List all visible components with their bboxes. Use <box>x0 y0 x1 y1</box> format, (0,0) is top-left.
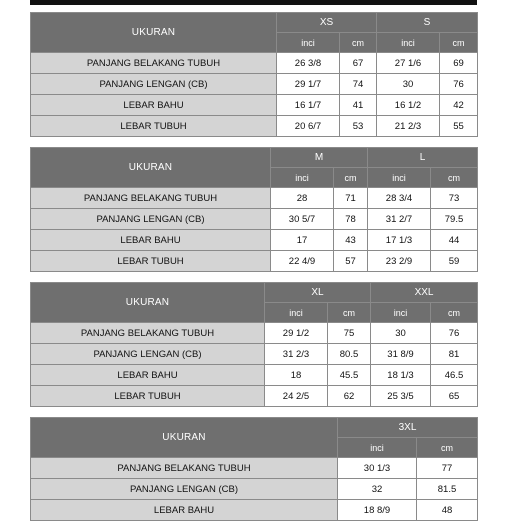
size-table-m-l <box>30 147 478 272</box>
value-cell: 16 1/2 <box>377 95 440 116</box>
value-cell: 17 <box>271 230 334 251</box>
value-cell: 31 2/3 <box>265 344 328 365</box>
table-row <box>31 479 478 500</box>
row-label-panjang-lengan: PANJANG LENGAN (CB) <box>31 209 271 230</box>
header-ukuran: UKURAN <box>31 13 277 53</box>
table-row <box>31 74 478 95</box>
unit-inci: inci <box>368 168 431 188</box>
table-row <box>31 95 478 116</box>
value-cell: 23 2/9 <box>368 251 431 272</box>
table-row <box>31 500 478 521</box>
row-label-lebar-bahu: LEBAR BAHU <box>31 95 277 116</box>
row-label-panjang-belakang-tubuh: PANJANG BELAKANG TUBUH <box>31 53 277 74</box>
value-cell: 57 <box>334 251 368 272</box>
value-cell: 78 <box>334 209 368 230</box>
unit-cm: cm <box>328 303 371 323</box>
unit-cm: cm <box>431 168 478 188</box>
value-cell: 75 <box>328 323 371 344</box>
value-cell: 69 <box>440 53 478 74</box>
unit-cm: cm <box>417 438 478 458</box>
size-header-l: L <box>368 148 478 168</box>
value-cell: 59 <box>431 251 478 272</box>
value-cell: 43 <box>334 230 368 251</box>
row-label-lebar-tubuh: LEBAR TUBUH <box>31 116 277 137</box>
value-cell: 81 <box>431 344 478 365</box>
value-cell: 20 6/7 <box>277 116 340 137</box>
value-cell: 41 <box>340 95 377 116</box>
size-table-3xl <box>30 417 478 521</box>
value-cell: 73 <box>431 188 478 209</box>
unit-inci: inci <box>277 33 340 53</box>
unit-cm: cm <box>334 168 368 188</box>
value-cell: 48 <box>417 500 478 521</box>
value-cell: 46.5 <box>431 365 478 386</box>
header-ukuran: UKURAN <box>31 148 271 188</box>
size-header-xs: XS <box>277 13 377 33</box>
table-row <box>31 386 478 407</box>
size-header-s: S <box>377 13 478 33</box>
value-cell: 18 8/9 <box>338 500 417 521</box>
table-row <box>31 344 478 365</box>
size-table-xs-s <box>30 12 478 137</box>
value-cell: 32 <box>338 479 417 500</box>
size-header-3xl: 3XL <box>338 418 478 438</box>
value-cell: 67 <box>340 53 377 74</box>
table-row <box>31 365 478 386</box>
top-border-bar <box>30 0 477 5</box>
table-row <box>31 323 478 344</box>
table-row <box>31 209 478 230</box>
row-label-panjang-lengan: PANJANG LENGAN (CB) <box>31 479 338 500</box>
unit-cm: cm <box>440 33 478 53</box>
value-cell: 42 <box>440 95 478 116</box>
row-label-panjang-belakang-tubuh: PANJANG BELAKANG TUBUH <box>31 323 265 344</box>
unit-inci: inci <box>265 303 328 323</box>
unit-inci: inci <box>338 438 417 458</box>
value-cell: 16 1/7 <box>277 95 340 116</box>
value-cell: 18 1/3 <box>371 365 431 386</box>
table-row <box>31 230 478 251</box>
unit-inci: inci <box>271 168 334 188</box>
row-label-panjang-lengan: PANJANG LENGAN (CB) <box>31 344 265 365</box>
unit-cm: cm <box>340 33 377 53</box>
size-header-m: M <box>271 148 368 168</box>
row-label-panjang-belakang-tubuh: PANJANG BELAKANG TUBUH <box>31 458 338 479</box>
header-ukuran: UKURAN <box>31 418 338 458</box>
size-header-xxl: XXL <box>371 283 478 303</box>
unit-inci: inci <box>371 303 431 323</box>
value-cell: 28 3/4 <box>368 188 431 209</box>
value-cell: 22 4/9 <box>271 251 334 272</box>
value-cell: 26 3/8 <box>277 53 340 74</box>
size-table-xl-xxl <box>30 282 478 407</box>
value-cell: 53 <box>340 116 377 137</box>
table-row <box>31 251 478 272</box>
value-cell: 77 <box>417 458 478 479</box>
value-cell: 29 1/7 <box>277 74 340 95</box>
unit-inci: inci <box>377 33 440 53</box>
table-row <box>31 458 478 479</box>
value-cell: 30 1/3 <box>338 458 417 479</box>
table-row <box>31 188 478 209</box>
value-cell: 27 1/6 <box>377 53 440 74</box>
value-cell: 25 3/5 <box>371 386 431 407</box>
value-cell: 71 <box>334 188 368 209</box>
value-cell: 17 1/3 <box>368 230 431 251</box>
row-label-lebar-bahu: LEBAR BAHU <box>31 230 271 251</box>
row-label-lebar-bahu: LEBAR BAHU <box>31 500 338 521</box>
value-cell: 30 <box>377 74 440 95</box>
row-label-lebar-bahu: LEBAR BAHU <box>31 365 265 386</box>
value-cell: 31 8/9 <box>371 344 431 365</box>
value-cell: 28 <box>271 188 334 209</box>
value-cell: 44 <box>431 230 478 251</box>
value-cell: 45.5 <box>328 365 371 386</box>
value-cell: 55 <box>440 116 478 137</box>
row-label-panjang-belakang-tubuh: PANJANG BELAKANG TUBUH <box>31 188 271 209</box>
header-ukuran: UKURAN <box>31 283 265 323</box>
row-label-lebar-tubuh: LEBAR TUBUH <box>31 386 265 407</box>
unit-cm: cm <box>431 303 478 323</box>
value-cell: 21 2/3 <box>377 116 440 137</box>
value-cell: 65 <box>431 386 478 407</box>
value-cell: 81.5 <box>417 479 478 500</box>
value-cell: 18 <box>265 365 328 386</box>
value-cell: 62 <box>328 386 371 407</box>
value-cell: 76 <box>440 74 478 95</box>
value-cell: 29 1/2 <box>265 323 328 344</box>
value-cell: 24 2/5 <box>265 386 328 407</box>
value-cell: 31 2/7 <box>368 209 431 230</box>
value-cell: 79.5 <box>431 209 478 230</box>
table-row <box>31 53 478 74</box>
table-row <box>31 116 478 137</box>
value-cell: 76 <box>431 323 478 344</box>
row-label-panjang-lengan: PANJANG LENGAN (CB) <box>31 74 277 95</box>
value-cell: 30 5/7 <box>271 209 334 230</box>
value-cell: 80.5 <box>328 344 371 365</box>
size-header-xl: XL <box>265 283 371 303</box>
value-cell: 30 <box>371 323 431 344</box>
value-cell: 74 <box>340 74 377 95</box>
row-label-lebar-tubuh: LEBAR TUBUH <box>31 251 271 272</box>
